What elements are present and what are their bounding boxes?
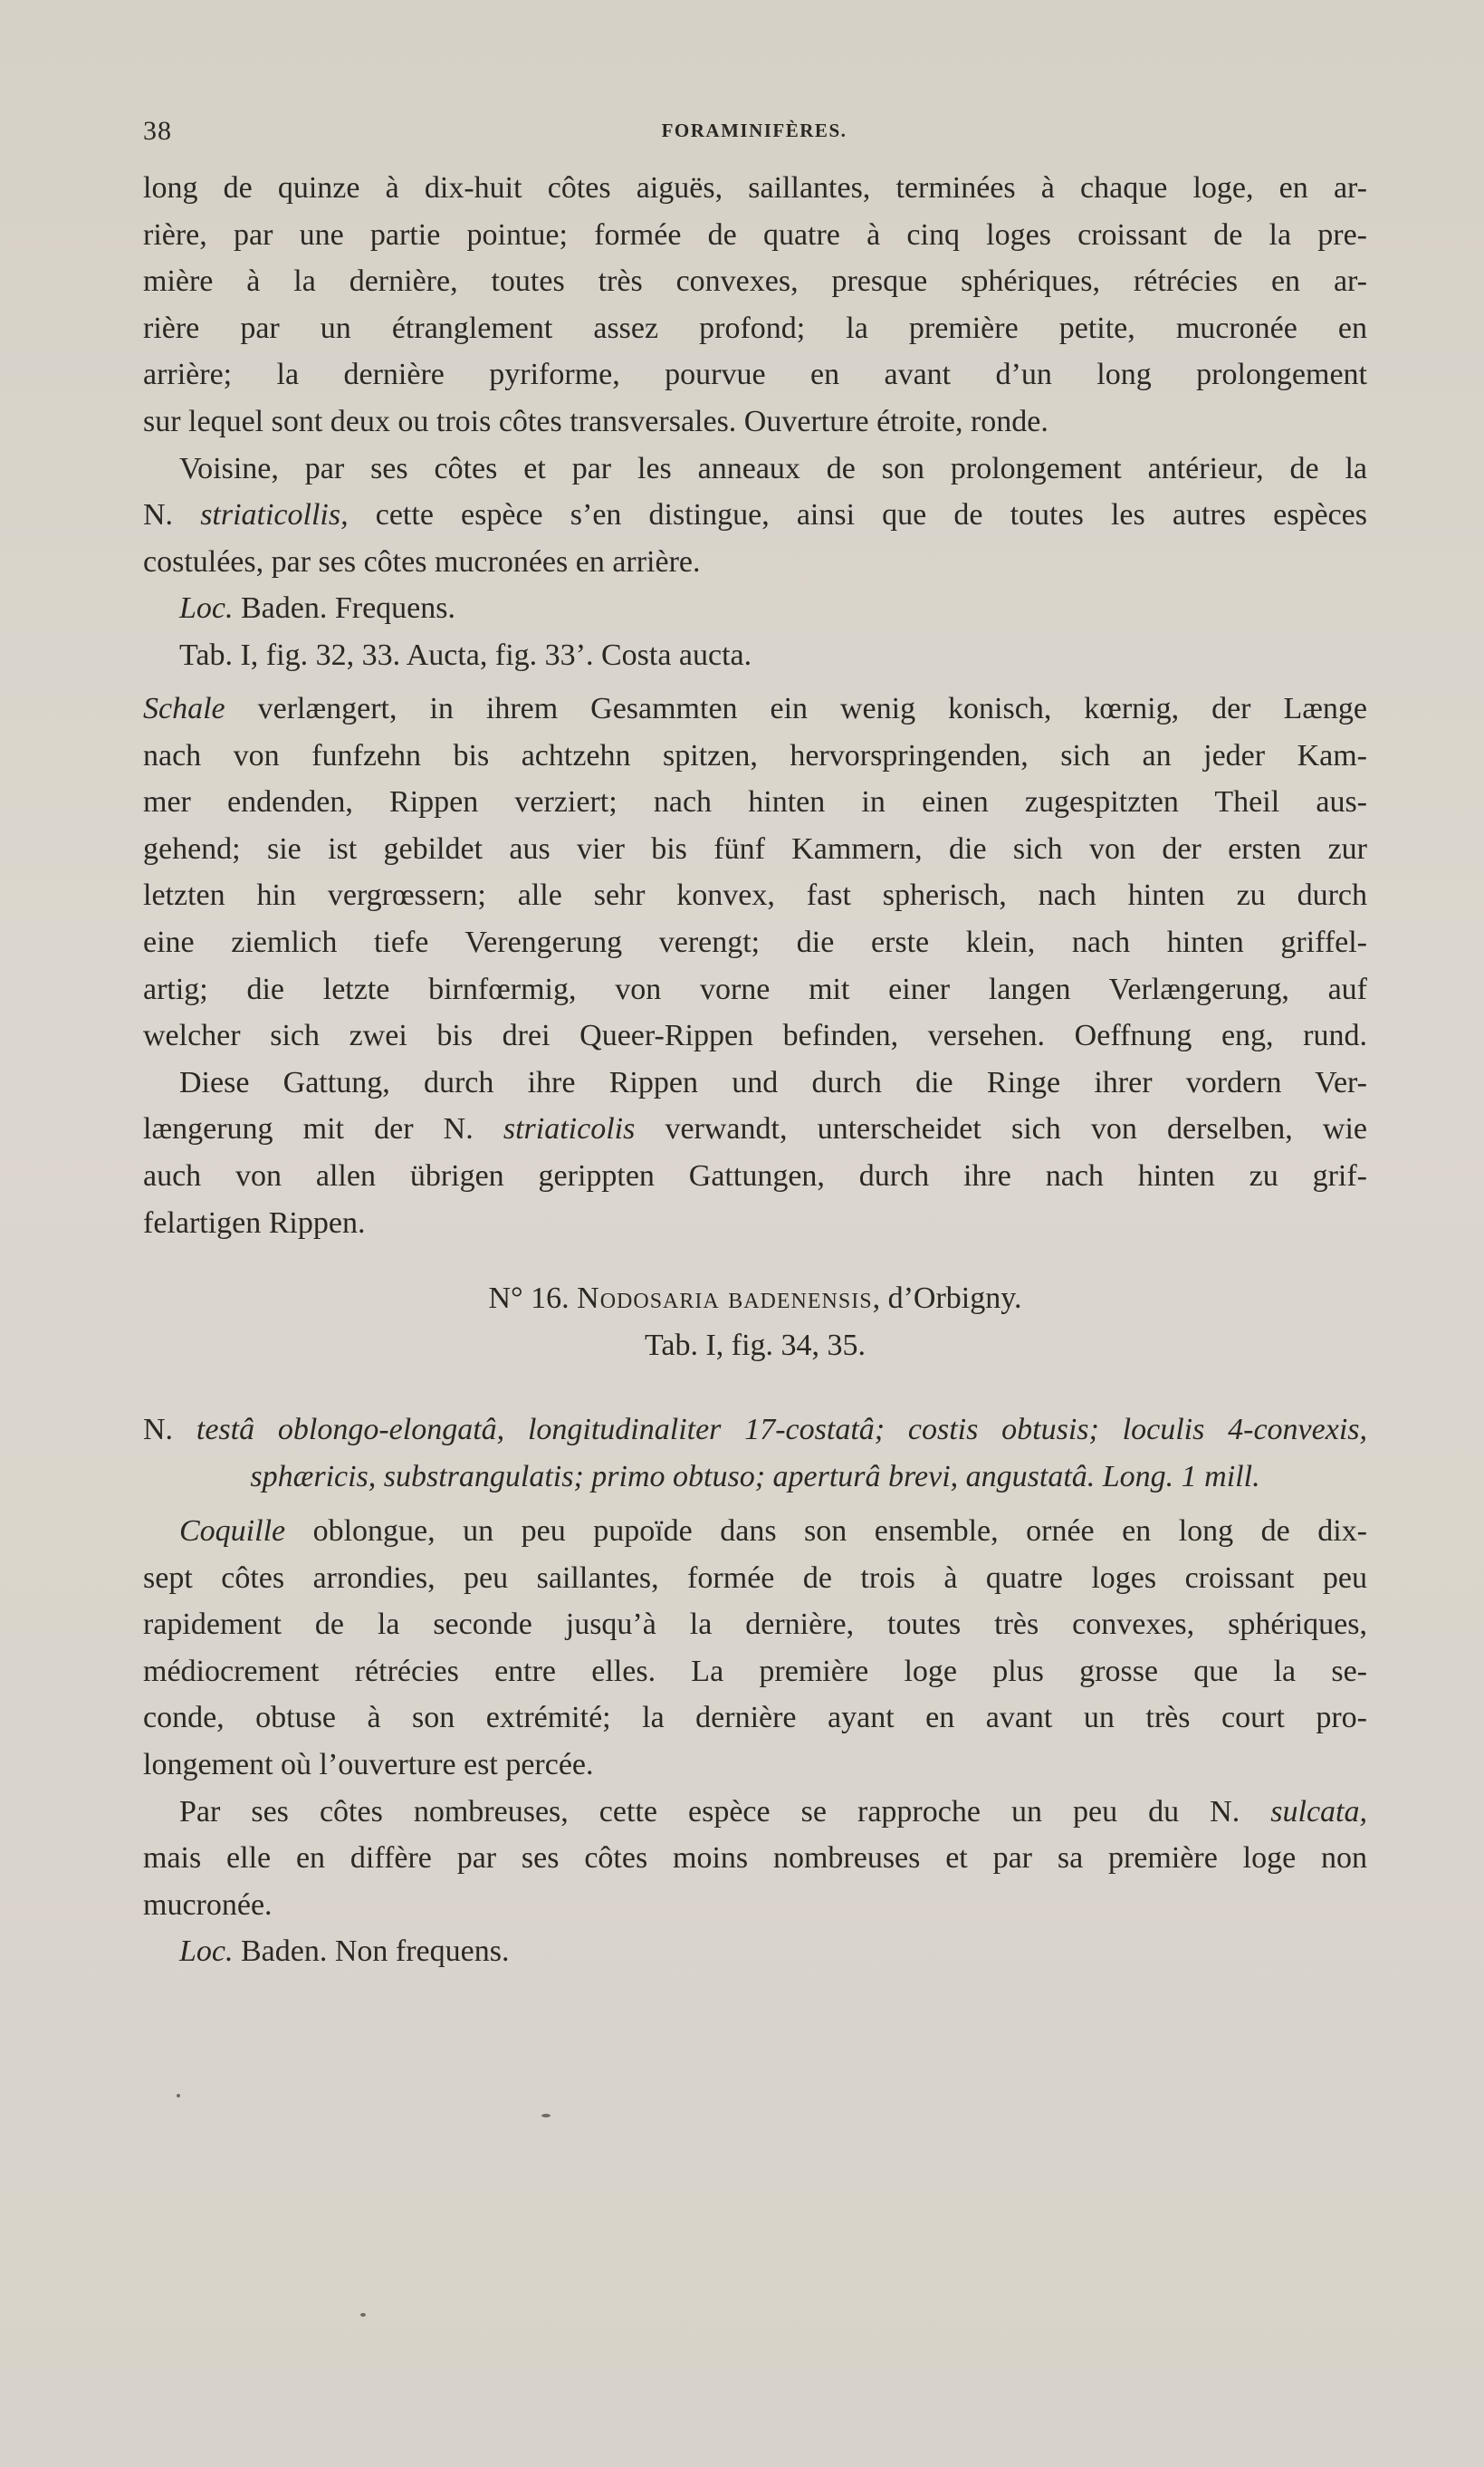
text-line: sept côtes arrondies, peu saillantes, formée de trois à quatre loges croissant peu xyxy=(143,1560,1367,1595)
species-name-italic: striaticollis, xyxy=(200,498,349,533)
species-author: , d’Orbigny. xyxy=(872,1281,1022,1315)
text-line: rapidement de la seconde jusqu’à la dernière, toutes très convexes, sphériques, xyxy=(143,1608,1367,1642)
text-line: arrière; la dernière pyriforme, pourvue en avant d’un long prolongement xyxy=(143,358,1367,392)
text-line: médiocrement rétrécies entre elles. La première loge plus grosse que la se- xyxy=(143,1654,1367,1688)
text-line: letzten hin vergrœssern; alle sehr konvex, fast spherisch, nach hinten zu durch xyxy=(143,878,1367,913)
species-title xyxy=(143,1275,1367,1322)
text-line xyxy=(143,686,1367,733)
coquille-word: Coquille xyxy=(179,1514,286,1548)
locality-text: Baden. Frequens. xyxy=(233,591,456,626)
text-line: gehend; sie ist gebildet aus vier bis fünf Kammern, die sich von der ersten zur xyxy=(143,831,1367,866)
text-line: sur lequel sont deux ou trois côtes transversales. Ouverture étroite, ronde. xyxy=(143,404,1048,438)
text-span: cette espèce s’en distingue, ainsi que de toutes les autres espèces xyxy=(348,498,1367,533)
comparison-paragraph-line: mais elle en diffère par ses côtes moins nombreuses et par sa première loge non xyxy=(143,1841,1367,1876)
genus-abbrev: N. xyxy=(143,1413,196,1446)
paper-speck xyxy=(360,2313,366,2317)
text-line: mière à la dernière, toutes très convexes, presque sphériques, rétrécies en ar- xyxy=(143,264,1367,299)
comparison-paragraph-line: Voisine, par ses côtes et par les anneaux de son prolongement antérieur, de la xyxy=(179,451,1367,485)
text-line: artig; die letzte birnfœrmig, von vorne mit einer langen Verlængerung, auf xyxy=(143,972,1367,1006)
french-description-continued xyxy=(143,165,1367,679)
locality-line xyxy=(143,585,1367,632)
text-span: længerung mit der N. xyxy=(143,1112,503,1147)
text-line: eine ziemlich tiefe Verengerung verengt; die erste klein, nach hinten griffel- xyxy=(143,925,1367,959)
species-plate-reference: Tab. I, fig. 34, 35. xyxy=(644,1328,866,1362)
page-number: 38 xyxy=(143,116,172,146)
german-comparison-line xyxy=(143,1106,1367,1153)
text-line: long de quinze à dix-huit côtes aiguës, saillantes, terminées à chaque loge, en ar- xyxy=(143,171,1367,205)
species-name-italic: striaticolis xyxy=(503,1112,636,1147)
diagnosis-text: testâ oblongo-elongatâ, longitudinaliter 17-costatâ; costis obtusis; loculis 4-convexis, xyxy=(196,1413,1367,1446)
species-name-italic: sulcata, xyxy=(1270,1794,1367,1829)
diagnosis-line: sphæricis, substrangulatis; primo obtuso; aperturâ brevi, angustatâ. Long. 1 mill. xyxy=(250,1459,1260,1493)
text-line: nach von funfzehn bis achtzehn spitzen, hervorspringenden, sich an jeder Kam- xyxy=(143,738,1367,773)
text-span: oblongue, un peu pupoïde dans son ensemble, ornée en long de dix- xyxy=(285,1514,1367,1548)
plate-reference: Tab. I, fig. 32, 33. Aucta, fig. 33’. Costa aucta. xyxy=(179,638,752,672)
text-span: Par ses côtes nombreuses, cette espèce se rapproche un peu du N. xyxy=(179,1794,1271,1829)
german-comparison-line: felartigen Rippen. xyxy=(143,1205,366,1240)
locality-line xyxy=(143,1928,1367,1975)
locality-text: Baden. Non frequens. xyxy=(233,1934,510,1969)
text-line: rière, par une partie pointue; formée de quatre à cinq loges croissant de la pre- xyxy=(143,217,1367,252)
text-line: longement où l’ouverture est percée. xyxy=(143,1747,594,1781)
text-line xyxy=(143,1508,1367,1555)
comparison-paragraph-line: mucronée. xyxy=(143,1887,273,1922)
comparison-paragraph-line xyxy=(143,1789,1367,1836)
paper-speck xyxy=(541,2114,551,2117)
comparison-paragraph-line: costulées, par ses côtes mucronées en arrière. xyxy=(143,544,701,579)
species-number: N° 16. xyxy=(488,1281,570,1315)
diagnosis-line xyxy=(143,1406,1367,1454)
text-line: mer endenden, Rippen verziert; nach hinten in einen zugespitzten Theil aus- xyxy=(143,785,1367,820)
page-header xyxy=(143,116,1365,152)
locality-label: Loc. xyxy=(179,1934,234,1969)
text-line: rière par un étranglement assez profond; la première petite, mucronée en xyxy=(143,311,1367,345)
german-comparison-line: auch von allen übrigen gerippten Gattungen, durch ihre nach hinten zu grif- xyxy=(143,1158,1367,1193)
species-heading xyxy=(143,1275,1367,1368)
text-span: verlængert, in ihrem Gesammten ein wenig konisch, kœrnig, der Længe xyxy=(225,692,1367,725)
species-description xyxy=(143,1508,1367,1975)
paper-speck xyxy=(177,2094,180,2097)
text-span: verwandt, unterscheidet sich von derselben, wie xyxy=(635,1112,1367,1147)
text-line: welcher sich zwei bis drei Queer-Rippen befinden, versehen. Oeffnung eng, rund. xyxy=(143,1019,1367,1053)
schale-word: Schale xyxy=(143,692,225,725)
german-comparison-line: Diese Gattung, durch ihre Rippen und durch die Ringe ihrer vordern Ver- xyxy=(179,1065,1367,1099)
running-title: FORAMINIFÈRES. xyxy=(661,120,847,141)
text-span: N. xyxy=(143,498,201,533)
species-name: Nodosaria badenensis xyxy=(577,1281,873,1315)
comparison-paragraph-line xyxy=(143,492,1367,539)
text-line: conde, obtuse à son extrémité; la dernière ayant en avant un très court pro- xyxy=(143,1701,1367,1735)
latin-diagnosis xyxy=(143,1406,1367,1500)
locality-label: Loc. xyxy=(179,591,234,626)
german-description xyxy=(143,686,1367,1246)
